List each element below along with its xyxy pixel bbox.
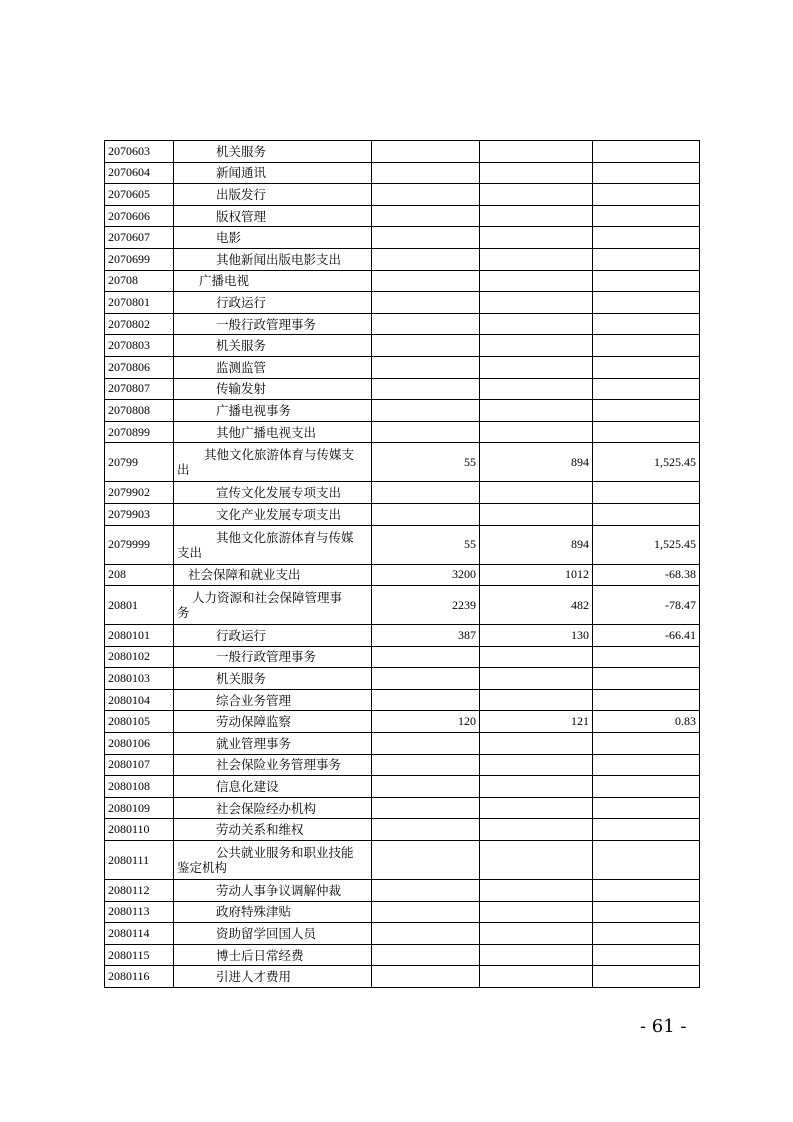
final-value bbox=[480, 270, 593, 292]
account-code: 2080115 bbox=[105, 944, 174, 966]
account-code: 2080108 bbox=[105, 776, 174, 798]
final-value bbox=[480, 141, 593, 163]
budget-value bbox=[372, 141, 480, 163]
change-percent bbox=[593, 400, 700, 422]
account-name: 劳动人事争议调解仲裁 bbox=[174, 880, 372, 902]
table-row bbox=[105, 901, 700, 923]
table-row bbox=[105, 944, 700, 966]
account-name: 版权管理 bbox=[174, 205, 372, 227]
change-percent bbox=[593, 421, 700, 443]
budget-value bbox=[372, 733, 480, 755]
table-row bbox=[105, 525, 700, 564]
change-percent bbox=[593, 248, 700, 270]
account-name: 劳动保障监察 bbox=[174, 711, 372, 733]
account-name: 信息化建设 bbox=[174, 776, 372, 798]
table-row bbox=[105, 141, 700, 163]
change-percent bbox=[593, 733, 700, 755]
final-value: 482 bbox=[480, 586, 593, 625]
change-percent bbox=[593, 482, 700, 504]
change-percent bbox=[593, 797, 700, 819]
table-row bbox=[105, 378, 700, 400]
table-row bbox=[105, 625, 700, 647]
account-code: 2070607 bbox=[105, 227, 174, 249]
budget-value bbox=[372, 248, 480, 270]
table-row bbox=[105, 503, 700, 525]
account-code: 2080107 bbox=[105, 754, 174, 776]
change-percent bbox=[593, 819, 700, 841]
final-value bbox=[480, 819, 593, 841]
change-percent bbox=[593, 378, 700, 400]
change-percent bbox=[593, 880, 700, 902]
change-percent bbox=[593, 227, 700, 249]
account-code: 2079999 bbox=[105, 525, 174, 564]
table-row bbox=[105, 482, 700, 504]
final-value bbox=[480, 646, 593, 668]
table-row bbox=[105, 400, 700, 422]
final-value bbox=[480, 944, 593, 966]
account-name: 资助留学回国人员 bbox=[174, 923, 372, 945]
account-name: 监测监管 bbox=[174, 356, 372, 378]
account-name bbox=[174, 841, 372, 880]
table-row bbox=[105, 162, 700, 184]
account-code: 2080101 bbox=[105, 625, 174, 647]
account-code: 2080112 bbox=[105, 880, 174, 902]
final-value bbox=[480, 335, 593, 357]
change-percent bbox=[593, 184, 700, 206]
account-name-line1: 公共就业服务和职业技能 bbox=[216, 845, 354, 861]
budget-value bbox=[372, 901, 480, 923]
account-code: 2070604 bbox=[105, 162, 174, 184]
table-row bbox=[105, 819, 700, 841]
account-name: 宣传文化发展专项支出 bbox=[174, 482, 372, 504]
account-code: 20708 bbox=[105, 270, 174, 292]
account-code: 2070803 bbox=[105, 335, 174, 357]
budget-value bbox=[372, 797, 480, 819]
budget-value bbox=[372, 646, 480, 668]
budget-value: 3200 bbox=[372, 564, 480, 586]
account-name: 社会保障和就业支出 bbox=[174, 564, 372, 586]
table-row bbox=[105, 184, 700, 206]
account-code: 208 bbox=[105, 564, 174, 586]
account-code: 2080114 bbox=[105, 923, 174, 945]
table-row bbox=[105, 880, 700, 902]
budget-value bbox=[372, 335, 480, 357]
change-percent bbox=[593, 689, 700, 711]
table-row bbox=[105, 313, 700, 335]
table-row bbox=[105, 205, 700, 227]
final-value bbox=[480, 901, 593, 923]
account-name: 广播电视事务 bbox=[174, 400, 372, 422]
account-name: 劳动关系和维权 bbox=[174, 819, 372, 841]
final-value bbox=[480, 797, 593, 819]
account-name: 其他广播电视支出 bbox=[174, 421, 372, 443]
table-row bbox=[105, 421, 700, 443]
table-row bbox=[105, 270, 700, 292]
final-value bbox=[480, 205, 593, 227]
budget-value bbox=[372, 776, 480, 798]
account-name: 电影 bbox=[174, 227, 372, 249]
final-value bbox=[480, 162, 593, 184]
account-name bbox=[174, 525, 372, 564]
table-row bbox=[105, 292, 700, 314]
account-code: 2080110 bbox=[105, 819, 174, 841]
budget-value bbox=[372, 482, 480, 504]
final-value bbox=[480, 356, 593, 378]
budget-value bbox=[372, 668, 480, 690]
final-value bbox=[480, 880, 593, 902]
budget-value bbox=[372, 819, 480, 841]
account-code: 2070699 bbox=[105, 248, 174, 270]
final-value bbox=[480, 292, 593, 314]
change-percent bbox=[593, 292, 700, 314]
account-code: 20801 bbox=[105, 586, 174, 625]
change-percent bbox=[593, 944, 700, 966]
change-percent bbox=[593, 754, 700, 776]
account-code: 2079902 bbox=[105, 482, 174, 504]
account-code: 2070606 bbox=[105, 205, 174, 227]
table-row bbox=[105, 689, 700, 711]
final-value bbox=[480, 754, 593, 776]
change-percent bbox=[593, 668, 700, 690]
final-value bbox=[480, 313, 593, 335]
account-name: 政府特殊津贴 bbox=[174, 901, 372, 923]
final-value bbox=[480, 400, 593, 422]
account-name: 机关服务 bbox=[174, 141, 372, 163]
change-percent bbox=[593, 841, 700, 880]
account-name: 行政运行 bbox=[174, 625, 372, 647]
budget-value: 55 bbox=[372, 525, 480, 564]
account-code: 2070603 bbox=[105, 141, 174, 163]
account-name: 博士后日常经费 bbox=[174, 944, 372, 966]
account-code: 2080116 bbox=[105, 966, 174, 988]
budget-value bbox=[372, 162, 480, 184]
table-row bbox=[105, 564, 700, 586]
budget-value bbox=[372, 880, 480, 902]
final-value bbox=[480, 966, 593, 988]
account-code: 20799 bbox=[105, 443, 174, 482]
final-value bbox=[480, 378, 593, 400]
final-value bbox=[480, 776, 593, 798]
account-name-line1: 其他文化旅游体育与传媒支 bbox=[204, 447, 355, 463]
final-value bbox=[480, 227, 593, 249]
change-percent bbox=[593, 776, 700, 798]
account-code: 2070605 bbox=[105, 184, 174, 206]
account-name: 出版发行 bbox=[174, 184, 372, 206]
table-row bbox=[105, 356, 700, 378]
account-name bbox=[174, 443, 372, 482]
budget-value: 120 bbox=[372, 711, 480, 733]
account-code: 2080113 bbox=[105, 901, 174, 923]
budget-value bbox=[372, 841, 480, 880]
final-value bbox=[480, 923, 593, 945]
change-percent bbox=[593, 335, 700, 357]
account-code: 2070806 bbox=[105, 356, 174, 378]
budget-value bbox=[372, 270, 480, 292]
account-name: 社会保险业务管理事务 bbox=[174, 754, 372, 776]
budget-value bbox=[372, 944, 480, 966]
budget-value: 2239 bbox=[372, 586, 480, 625]
account-name: 引进人才费用 bbox=[174, 966, 372, 988]
account-name: 机关服务 bbox=[174, 668, 372, 690]
final-value bbox=[480, 248, 593, 270]
account-code: 2079903 bbox=[105, 503, 174, 525]
account-name: 行政运行 bbox=[174, 292, 372, 314]
budget-value bbox=[372, 292, 480, 314]
change-percent bbox=[593, 313, 700, 335]
change-percent bbox=[593, 162, 700, 184]
budget-value bbox=[372, 503, 480, 525]
final-value bbox=[480, 421, 593, 443]
account-name-line1: 其他文化旅游体育与传媒 bbox=[216, 529, 354, 545]
final-value bbox=[480, 184, 593, 206]
final-value bbox=[480, 668, 593, 690]
account-code: 2080103 bbox=[105, 668, 174, 690]
change-percent bbox=[593, 270, 700, 292]
change-percent bbox=[593, 901, 700, 923]
account-code: 2070802 bbox=[105, 313, 174, 335]
budget-value bbox=[372, 754, 480, 776]
budget-value bbox=[372, 378, 480, 400]
budget-value bbox=[372, 313, 480, 335]
account-name: 广播电视 bbox=[174, 270, 372, 292]
change-percent bbox=[593, 205, 700, 227]
budget-value bbox=[372, 689, 480, 711]
budget-value bbox=[372, 356, 480, 378]
table-row bbox=[105, 443, 700, 482]
account-name: 一般行政管理事务 bbox=[174, 313, 372, 335]
account-code: 2080106 bbox=[105, 733, 174, 755]
final-value bbox=[480, 482, 593, 504]
final-value: 130 bbox=[480, 625, 593, 647]
budget-value bbox=[372, 966, 480, 988]
change-percent bbox=[593, 141, 700, 163]
change-percent: -66.41 bbox=[593, 625, 700, 647]
budget-value bbox=[372, 421, 480, 443]
account-name bbox=[174, 586, 372, 625]
account-code: 2080104 bbox=[105, 689, 174, 711]
account-code: 2070807 bbox=[105, 378, 174, 400]
account-name: 文化产业发展专项支出 bbox=[174, 503, 372, 525]
budget-value: 55 bbox=[372, 443, 480, 482]
table-row bbox=[105, 586, 700, 625]
table-row bbox=[105, 841, 700, 880]
account-code: 2070808 bbox=[105, 400, 174, 422]
change-percent bbox=[593, 356, 700, 378]
table-row bbox=[105, 646, 700, 668]
budget-value bbox=[372, 184, 480, 206]
budget-value bbox=[372, 205, 480, 227]
account-name-line2: 出 bbox=[177, 462, 190, 478]
final-value: 894 bbox=[480, 443, 593, 482]
account-code: 2070899 bbox=[105, 421, 174, 443]
account-name: 其他新闻出版电影支出 bbox=[174, 248, 372, 270]
table-row bbox=[105, 227, 700, 249]
account-name: 新闻通讯 bbox=[174, 162, 372, 184]
account-code: 2080111 bbox=[105, 841, 174, 880]
change-percent bbox=[593, 966, 700, 988]
page-number: - 61 - bbox=[640, 1016, 687, 1037]
change-percent: -68.38 bbox=[593, 564, 700, 586]
final-value bbox=[480, 689, 593, 711]
budget-table bbox=[104, 140, 700, 988]
table-row bbox=[105, 248, 700, 270]
change-percent: 0.83 bbox=[593, 711, 700, 733]
account-code: 2070801 bbox=[105, 292, 174, 314]
budget-value: 387 bbox=[372, 625, 480, 647]
final-value: 894 bbox=[480, 525, 593, 564]
account-code: 2080109 bbox=[105, 797, 174, 819]
table-row bbox=[105, 797, 700, 819]
final-value: 121 bbox=[480, 711, 593, 733]
account-name: 机关服务 bbox=[174, 335, 372, 357]
budget-value bbox=[372, 400, 480, 422]
account-name-line2: 务 bbox=[177, 605, 190, 621]
table-row bbox=[105, 923, 700, 945]
account-code: 2080105 bbox=[105, 711, 174, 733]
final-value: 1012 bbox=[480, 564, 593, 586]
change-percent: -78.47 bbox=[593, 586, 700, 625]
account-name-line2: 鉴定机构 bbox=[177, 860, 228, 876]
account-name: 社会保险经办机构 bbox=[174, 797, 372, 819]
budget-value bbox=[372, 923, 480, 945]
account-name: 就业管理事务 bbox=[174, 733, 372, 755]
table-row bbox=[105, 776, 700, 798]
change-percent bbox=[593, 923, 700, 945]
account-name-line1: 人力资源和社会保障管理事 bbox=[192, 590, 343, 606]
table-row bbox=[105, 335, 700, 357]
account-code: 2080102 bbox=[105, 646, 174, 668]
table-row bbox=[105, 754, 700, 776]
budget-value bbox=[372, 227, 480, 249]
change-percent bbox=[593, 646, 700, 668]
change-percent: 1,525.45 bbox=[593, 525, 700, 564]
change-percent: 1,525.45 bbox=[593, 443, 700, 482]
table-row bbox=[105, 668, 700, 690]
table-row bbox=[105, 711, 700, 733]
final-value bbox=[480, 841, 593, 880]
change-percent bbox=[593, 503, 700, 525]
table-row bbox=[105, 966, 700, 988]
account-name: 综合业务管理 bbox=[174, 689, 372, 711]
account-name: 传输发射 bbox=[174, 378, 372, 400]
table-row bbox=[105, 733, 700, 755]
final-value bbox=[480, 503, 593, 525]
final-value bbox=[480, 733, 593, 755]
account-name: 一般行政管理事务 bbox=[174, 646, 372, 668]
account-name-line2: 支出 bbox=[177, 544, 203, 560]
